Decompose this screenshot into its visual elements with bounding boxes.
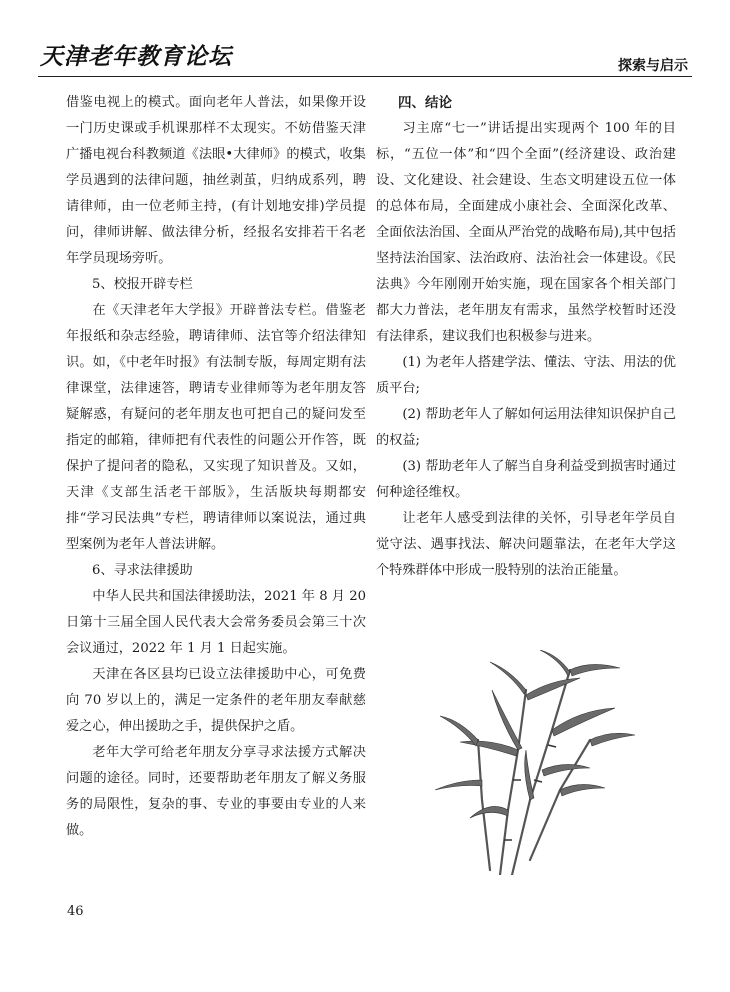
paragraph: 老年大学可给老年朋友分享寻求法援方式解决问题的途径。同时，还要帮助老年朋友了解义务服务的局限性，复杂的事、专业的事要由专业的人来做。 (66, 745, 366, 838)
paragraph: 天津在各区县均已设立法律援助中心，可免费向 70 岁以上的，满足一定条件的老年朋友奉献慈爱之心，伸出援助之手，提供保护之盾。 (66, 667, 366, 734)
paragraph: 借鉴电视上的模式。面向老年人普法，如果像开设一门历史课或手机课那样不太现实。不妨借鉴天津广播电视台科教频道《法眼•大律师》的模式，收集学员遇到的法律问题，抽丝剥茧，归纳成系列，聘请律师，由一位老师主持，(有计划地安排)学员提问，律师讲解、做法律分析，经报名安排若干名老年学员现场旁听。 (66, 95, 366, 266)
left-column (66, 90, 366, 844)
page-number: 46 (67, 904, 84, 919)
journal-title: 天津老年教育论坛 (40, 43, 232, 70)
list-item: (3) 帮助老年人了解当自身利益受到损害时通过何种途径维权。 (376, 459, 676, 500)
paragraph: 习主席“七一”讲话提出实现两个 100 年的目标，“五位一体”和“四个全面”(经济建设、政治建设、文化建设、社会建设、生态文明建设五位一体的总体布局，全面建成小康社会、全面深化改革、全面依法治国、全面从严治党的战略布局),其中包括坚持法治国家、法治政府、法治社会一体建设。《民法典》今年刚刚开始实施，现在国家各个相关部门都大力普法，老年朋友有需求，虽然学校暂时还没有法律系，建议我们也积极参与进来。 (376, 121, 676, 344)
section-title: 探索与启示 (618, 58, 688, 74)
subsection-heading: 6、寻求法律援助 (92, 563, 193, 578)
paragraph: 中华人民共和国法律援助法，2021 年 8 月 20 日第十三届全国人民代表大会常务委员会第三十次会议通过，2022 年 1 月 1 日起实施。 (66, 589, 366, 656)
bamboo-illustration (430, 650, 640, 875)
header-divider (38, 76, 692, 77)
paragraph: 让老年人感受到法律的关怀，引导老年学员自觉守法、遇事找法、解决问题靠法，在老年大学这个特殊群体中形成一股特别的法治正能量。 (376, 511, 676, 578)
list-item: (2) 帮助老年人了解如何运用法律知识保护自己的权益; (376, 407, 676, 448)
subsection-heading: 5、校报开辟专栏 (92, 277, 193, 292)
paragraph: 在《天津老年大学报》开辟普法专栏。借鉴老年报纸和杂志经验，聘请律师、法官等介绍法律知识。如，《中老年时报》有法制专版，每周定期有法律课堂，法律速答，聘请专业律师等为老年朋友答疑解惑，有疑问的老年朋友也可把自己的疑问发至指定的邮箱，律师把有代表性的问题公开作答，既保护了提问者的隐私，又实现了知识普及。又如，天津《支部生活老干部版》，生活版块每期都安排“学习民法典”专栏，聘请律师以案说法，通过典型案例为老年人普法讲解。 (66, 303, 366, 552)
right-column (376, 90, 676, 584)
section-heading: 四、结论 (398, 95, 452, 111)
list-item: (1) 为老年人搭建学法、懂法、守法、用法的优质平台; (376, 355, 676, 396)
